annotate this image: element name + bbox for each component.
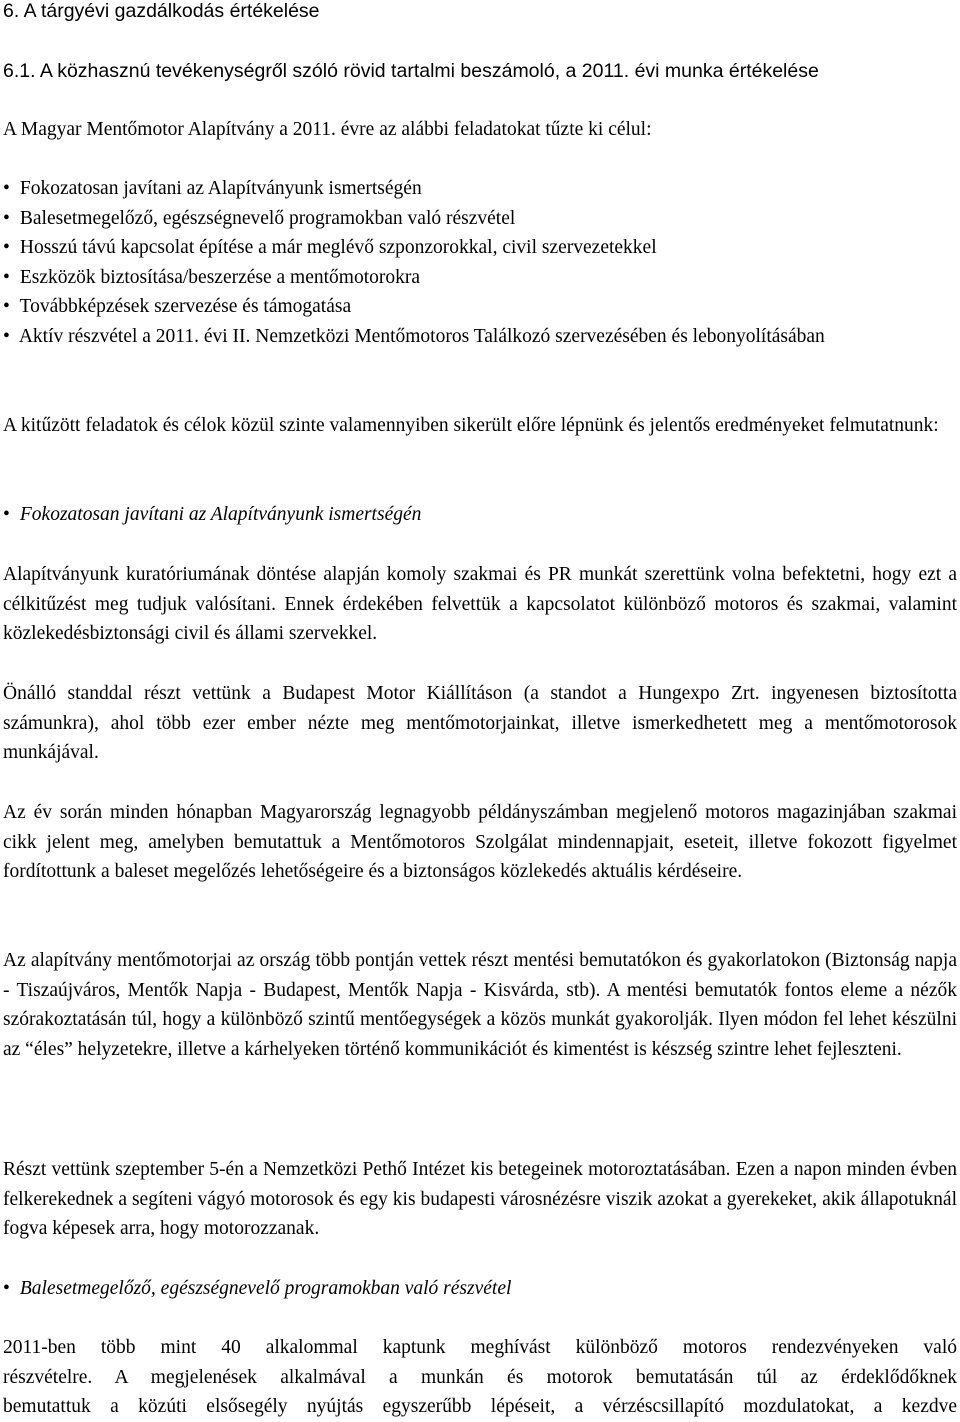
goal-item	[3, 204, 515, 234]
goal-text: Hosszú távú kapcsolat építése a már meglévő szponzorokkal, civil szervezetekkel	[19, 237, 657, 259]
goal-item	[3, 174, 422, 204]
bullet-icon: •	[3, 237, 10, 259]
bullet-icon: •	[3, 1278, 10, 1299]
bullet-icon: •	[3, 207, 10, 229]
section1-title	[3, 500, 421, 530]
intro-text: A Magyar Mentőmotor Alapítvány a 2011. évre az alábbi feladatokat tűzte ki célul:	[3, 119, 652, 140]
goal-text: Aktív részvétel a 2011. évi II. Nemzetközi Mentőmotoros Találkozó szervezésében és lebonyolításában	[18, 326, 825, 347]
goal-text: Balesetmegelőző, egészségnevelő programokban való részvétel	[19, 207, 516, 229]
goal-item	[3, 292, 351, 322]
goal-text: Fokozatosan javítani az Alapítványunk ismertségén	[19, 178, 422, 199]
goal-item	[3, 322, 957, 352]
goal-text: Eszközök biztosítása/beszerzése a mentőmotorokra	[19, 266, 421, 288]
section1-paragraph: Az alapítvány mentőmotorjai az ország több pontján vettek részt mentési bemutatókon és gyakorlatokon (Biztonság napja - Tiszaújváros, Mentők Napja - Budapest, Mentők Napja - Kisvárda, stb). A mentési bemutatók fontos eleme a nézők szórakoztatásán túl, hogy a különböző szintű mentőegységek a közös munkát gyakorolják. Ilyen módon fel lehet készülni az “éles” helyzetekre, illetve a kárhelyeken történő kommunikációt és kimentést is készség szintre lehet fejleszteni.	[3, 950, 957, 1060]
goal-text: Továbbképzések szervezése és támogatása	[19, 296, 352, 318]
section2-title-text: Balesetmegelőző, egészségnevelő programokban való részvétel	[19, 1278, 512, 1299]
goal-item	[3, 233, 657, 263]
summary-paragraph: A kitűzött feladatok és célok közül szinte valamennyiben sikerült előre lépnünk és jelentős eredményeket felmutatnunk:	[3, 415, 939, 436]
bullet-icon: •	[3, 178, 10, 199]
bullet-icon: •	[3, 504, 10, 525]
subsection-heading: 6.1. A közhasznú tevékenységről szóló rövid tartalmi beszámoló, a 2011. évi munka értékelése	[3, 60, 819, 82]
bullet-icon: •	[3, 296, 10, 318]
section1-title-text: Fokozatosan javítani az Alapítványunk ismertségén	[19, 504, 422, 525]
bullet-icon: •	[3, 326, 10, 347]
section2-line: 2011-ben több mint 40 alkalommal kaptunk meghívást különböző motoros rendezvényeken való	[3, 1337, 957, 1358]
section2-line: bemutattuk a közúti elsősegély nyújtás egyszerűbb lépéseit, a vérzéscsillapító mozdulatokat, a kezdve	[3, 1396, 957, 1418]
section1-paragraph: Alapítványunk kuratóriumának döntése alapján komoly szakmai és PR munkát szerettünk volna befektetni, hogy ezt a célkitűzést meg tudjuk valósítani. Ennek érdekében felvettük a kapcsolatot különböző motoros és szakmai, valamint közlekedésbiztonsági civil és állami szervekkel.	[3, 564, 957, 645]
section1-paragraph: Az év során minden hónapban Magyarország legnagyobb példányszámban megjelenő motoros magazinjában szakmai cikk jelent meg, amelyben bemutattuk a Mentőmotoros Szolgálat mindennapjait, eseteit, illetve fokozott figyelmet fordítottunk a baleset megelőzés lehetőségeire és a biztonságos közlekedés aktuális kérdéseire.	[3, 802, 957, 883]
bullet-icon: •	[3, 266, 10, 288]
section1-paragraph: Részt vettünk szeptember 5-én a Nemzetközi Pethő Intézet kis betegeinek motoroztatásában. Ezen a napon minden évben felkerekednek a segíteni vágyó motorosok és egy kis budapesti városnézésre viszik azokat a gyerekeket, akik állapotuknál fogva képesek arra, hogy motorozzanak.	[3, 1159, 957, 1240]
section2-title	[3, 1274, 511, 1304]
goal-item	[3, 263, 420, 293]
section-heading: 6. A tárgyévi gazdálkodás értékelése	[3, 0, 320, 22]
section1-paragraph: Önálló standdal részt vettünk a Budapest Motor Kiállításon (a standot a Hungexpo Zrt. ingyenesen biztosította számunkra), ahol több ezer ember nézte meg mentőmotorjainkat, illetve ismerkedhetett meg a mentőmotorosok munkájával.	[3, 683, 957, 764]
section2-line: részvételre. A megjelenések alkalmával a munkán és motorok bemutatásán túl az érdeklődőknek	[3, 1366, 957, 1388]
